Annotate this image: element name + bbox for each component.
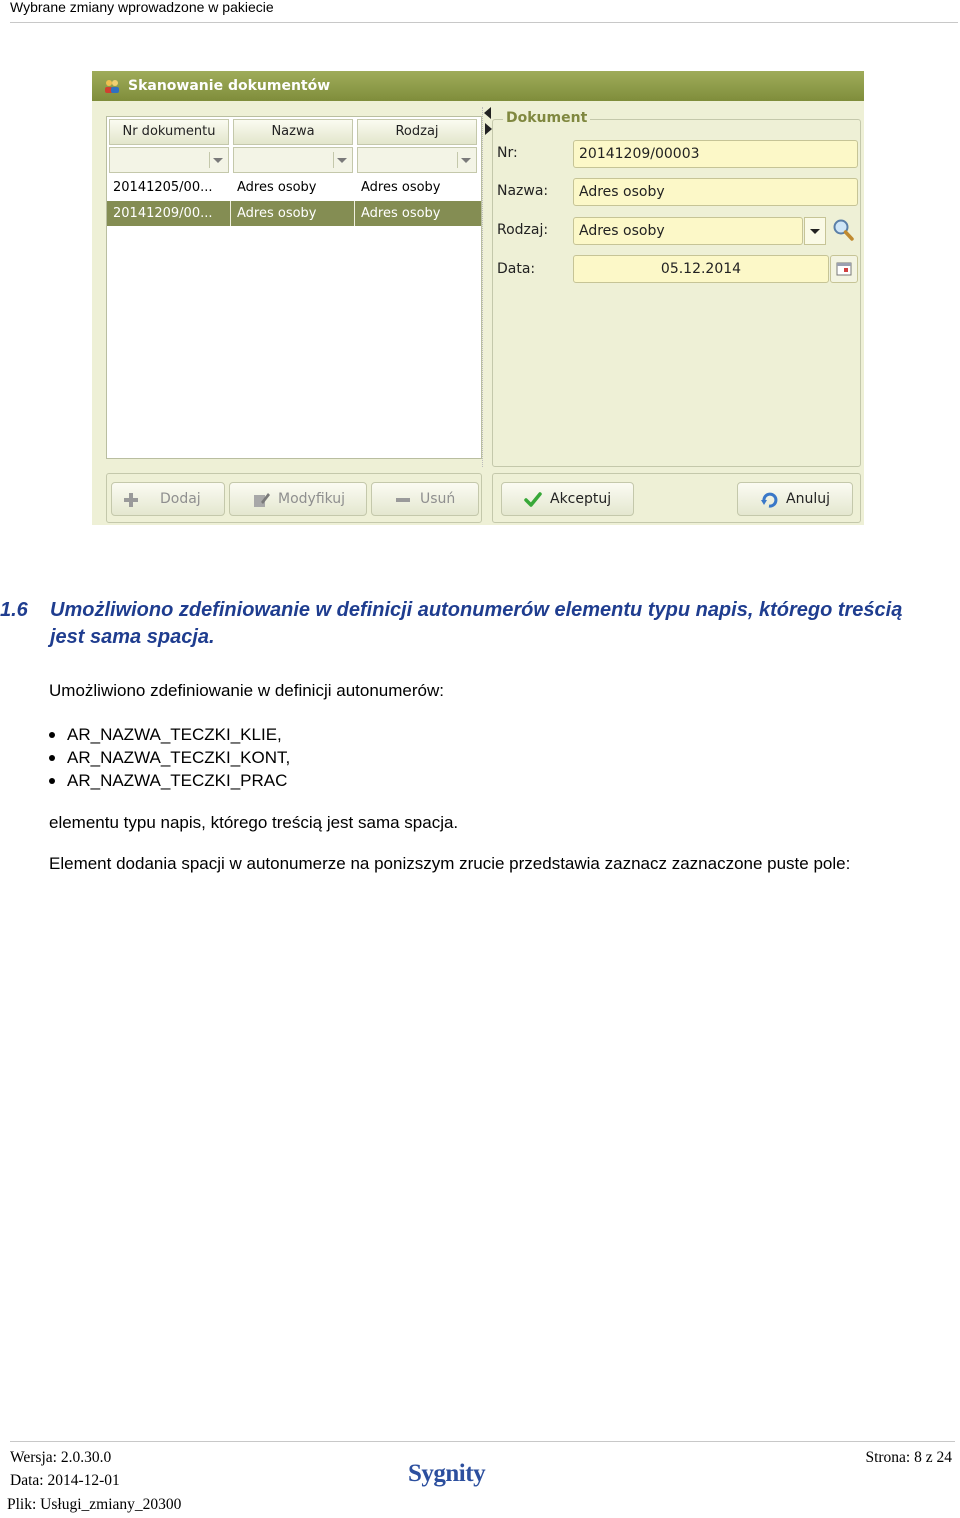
nr-label: Nr:: [497, 145, 518, 161]
nazwa-field[interactable]: Adres osoby: [573, 178, 858, 206]
list-item: AR_NAZWA_TECZKI_KONT,: [49, 746, 290, 769]
rodzaj-label: Rodzaj:: [497, 222, 549, 238]
filter-nr[interactable]: [109, 147, 229, 173]
table-row-selected[interactable]: [107, 201, 481, 226]
list-item: AR_NAZWA_TECZKI_PRAC: [49, 769, 290, 792]
footer-file: Plik: Usługi_zmiany_20300: [7, 1496, 182, 1513]
window-title: Skanowanie dokumentów: [128, 78, 331, 94]
intro-paragraph: Umożliwiono zdefiniowanie w definicji autonumerów:: [49, 681, 444, 700]
page-header-title: Wybrane zmiany wprowadzone w pakiecie: [10, 0, 274, 15]
cancel-button[interactable]: Anuluj: [737, 482, 853, 516]
document-legend: Dokument: [503, 110, 590, 126]
window-title-bar: [92, 71, 864, 101]
document-button-bar: [492, 473, 861, 523]
table-cell: Adres osoby: [231, 201, 355, 226]
filter-rodzaj[interactable]: [357, 147, 477, 173]
chevron-down-icon[interactable]: [457, 152, 473, 168]
collapse-right-icon[interactable]: [485, 123, 492, 135]
footer-page-number: Strona: 8 z 24: [865, 1449, 952, 1466]
list-item: AR_NAZWA_TECZKI_KLIE,: [49, 723, 290, 746]
column-header-rodzaj[interactable]: Rodzaj: [357, 119, 477, 145]
grid-button-bar: [106, 473, 482, 523]
undo-icon: [760, 491, 778, 509]
table-cell: 20141205/00...: [113, 180, 213, 195]
paragraph-space-element: Element dodania spacji w autonumerze na ponizszym zrucie przedstawia zaznacz zaznaczone puste pole:: [49, 854, 851, 873]
data-label: Data:: [497, 261, 536, 277]
rodzaj-dropdown-button[interactable]: [804, 217, 826, 245]
paragraph-element-type: elementu typu napis, którego treścią jest sama spacja.: [49, 813, 459, 832]
nr-field[interactable]: 20141209/00003: [573, 140, 858, 168]
table-cell: 20141209/00...: [107, 201, 231, 226]
delete-button[interactable]: Usuń: [371, 482, 479, 516]
modify-button[interactable]: Modyfikuj: [229, 482, 367, 516]
column-header-nr[interactable]: Nr dokumentu: [109, 119, 229, 145]
add-button[interactable]: Dodaj: [111, 482, 225, 516]
scan-documents-window: [92, 71, 864, 525]
table-cell: Adres osoby: [361, 180, 441, 195]
plus-icon: [122, 491, 140, 509]
footer-divider: [10, 1441, 955, 1442]
collapse-left-icon[interactable]: [484, 107, 491, 119]
minus-icon: [394, 491, 412, 509]
users-icon: [104, 78, 120, 94]
table-cell: Adres osoby: [237, 180, 317, 195]
documents-grid: [106, 116, 482, 459]
edit-icon: [252, 491, 270, 509]
panel-splitter[interactable]: [482, 107, 492, 467]
rodzaj-field[interactable]: Adres osoby: [573, 217, 803, 245]
section-number: 1.6: [0, 599, 28, 621]
search-icon: [830, 217, 856, 243]
autonumber-list: [49, 723, 290, 792]
column-header-nazwa[interactable]: Nazwa: [233, 119, 353, 145]
footer-version: Wersja: 2.0.30.0: [10, 1449, 112, 1466]
header-divider: [10, 22, 958, 23]
sygnity-logo: Sygnity: [408, 1460, 486, 1487]
calendar-icon: [831, 256, 857, 282]
chevron-down-icon[interactable]: [209, 152, 225, 168]
footer-date: Data: 2014-12-01: [10, 1472, 120, 1489]
chevron-down-icon[interactable]: [333, 152, 349, 168]
section-title: Umożliwiono zdefiniowanie w definicji autonumerów elementu typu napis, którego treścią jest sama spacja.: [50, 599, 903, 648]
document-panel: [492, 110, 861, 467]
date-field[interactable]: 05.12.2014: [573, 255, 829, 283]
filter-nazwa[interactable]: [233, 147, 353, 173]
search-button[interactable]: [830, 217, 858, 245]
checkmark-icon: [524, 491, 542, 509]
accept-button[interactable]: Akceptuj: [501, 482, 634, 516]
table-row[interactable]: [107, 175, 481, 200]
calendar-button[interactable]: [830, 255, 858, 283]
nazwa-label: Nazwa:: [497, 183, 549, 199]
table-cell: Adres osoby: [361, 206, 441, 221]
